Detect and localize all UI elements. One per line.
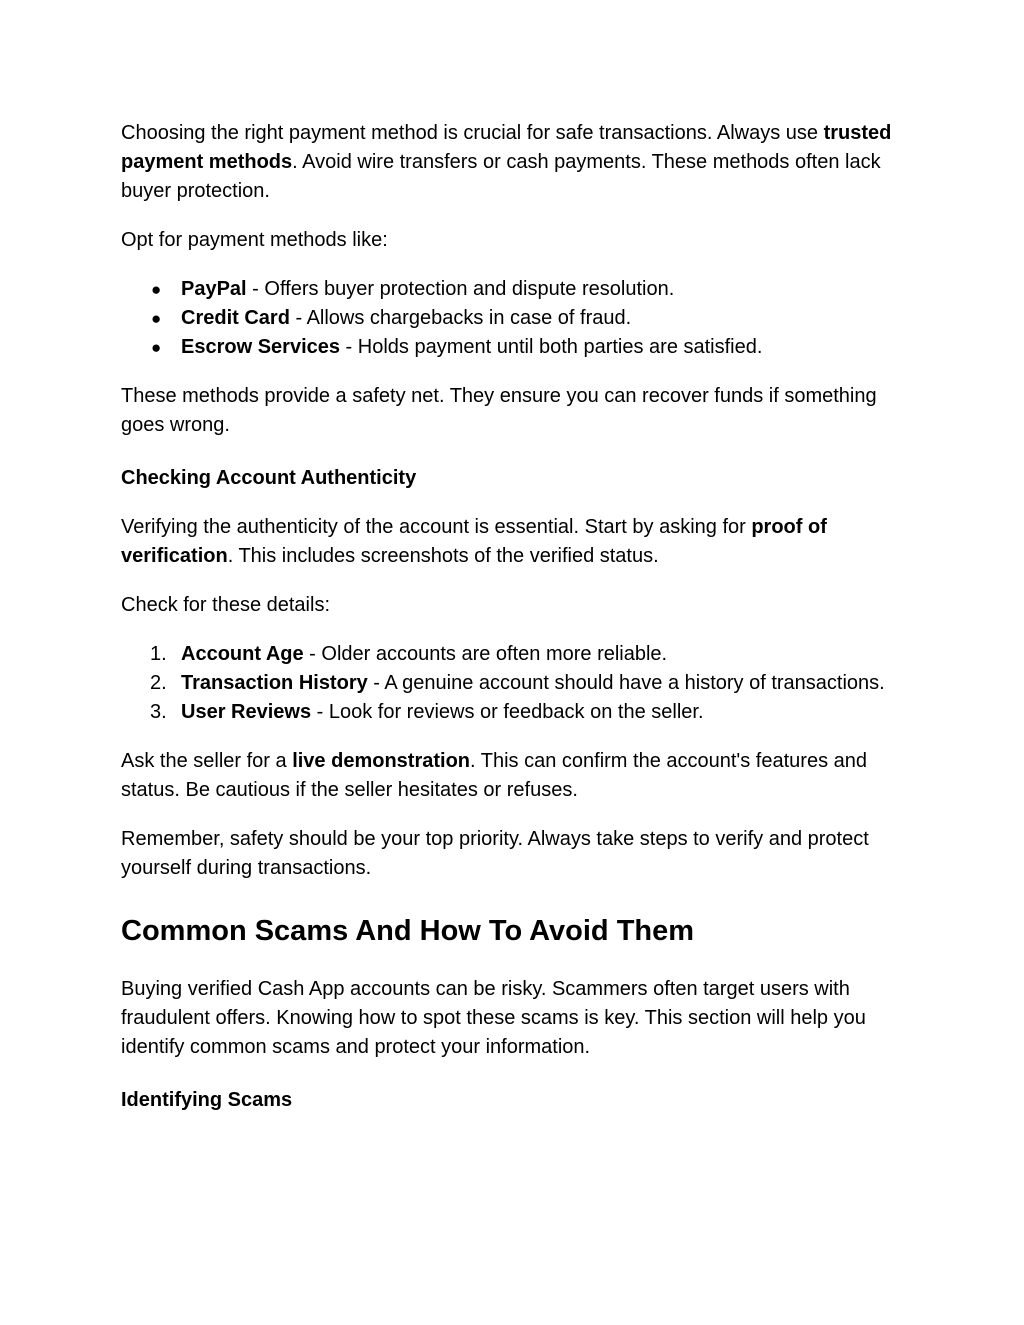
common-scams-heading: Common Scams And How To Avoid Them [121, 915, 695, 947]
list-item-title: User Reviews [181, 701, 312, 723]
list-item [121, 669, 911, 698]
intro-paragraph [121, 119, 911, 206]
list-item [121, 275, 911, 304]
list-item-text: - A genuine account should have a history of transactions. [367, 672, 885, 694]
payment-methods-list [121, 275, 911, 362]
list-item-text: - Older accounts are often more reliable. [303, 643, 668, 665]
bullet-icon: ● [151, 338, 162, 357]
list-item-text: - Offers buyer protection and dispute resolution. [246, 278, 675, 300]
verify-paragraph [121, 513, 911, 571]
demo-paragraph [121, 747, 911, 805]
demo-text-2: . This can confirm the account's features and status. Be cautious if the seller hesitates or refuses. [121, 750, 867, 801]
remember-paragraph: Remember, safety should be your top priority. Always take steps to verify and protect yourself during transactions. [121, 828, 869, 879]
identifying-scams-heading: Identifying Scams [121, 1089, 293, 1111]
safety-net-paragraph: These methods provide a safety net. They ensure you can recover funds if something goes wrong. [121, 385, 877, 436]
list-number: 3. [150, 701, 167, 723]
list-item-text: - Look for reviews or feedback on the seller. [311, 701, 704, 723]
demo-text-1: Ask the seller for a [121, 750, 293, 772]
list-item [121, 304, 911, 333]
check-details-paragraph: Check for these details: [121, 594, 330, 616]
details-list [121, 640, 911, 727]
intro-text-2: . Avoid wire transfers or cash payments. These methods often lack buyer protection. [121, 151, 881, 202]
list-item-text: - Allows chargebacks in case of fraud. [289, 307, 632, 329]
opt-paragraph: Opt for payment methods like: [121, 229, 388, 251]
bullet-icon: ● [151, 280, 162, 299]
intro-text-1: Choosing the right payment method is crucial for safe transactions. Always use [121, 122, 824, 144]
list-item [121, 333, 911, 362]
verify-bold: proof of verification [121, 516, 827, 567]
list-item-title: PayPal [181, 278, 247, 300]
list-item-title: Escrow Services [181, 336, 340, 358]
scams-intro-paragraph: Buying verified Cash App accounts can be risky. Scammers often target users with fraudulent offers. Knowing how to spot these scams is key. This section will help you identify common scams and protect your information. [121, 978, 866, 1058]
list-item-text: - Holds payment until both parties are satisfied. [340, 336, 763, 358]
list-item-title: Transaction History [181, 672, 368, 694]
list-item [121, 640, 911, 669]
list-item-title: Account Age [181, 643, 304, 665]
verify-text-1: Verifying the authenticity of the account is essential. Start by asking for [121, 516, 752, 538]
document-page [121, 119, 911, 1135]
list-item-title: Credit Card [181, 307, 290, 329]
checking-heading: Checking Account Authenticity [121, 467, 417, 489]
bullet-icon: ● [151, 309, 162, 328]
intro-bold: trusted payment methods [121, 122, 892, 173]
verify-text-2: . This includes screenshots of the verified status. [227, 545, 659, 567]
list-number: 2. [150, 672, 167, 694]
demo-bold: live demonstration [292, 750, 470, 772]
list-number: 1. [150, 643, 167, 665]
list-item [121, 698, 911, 727]
